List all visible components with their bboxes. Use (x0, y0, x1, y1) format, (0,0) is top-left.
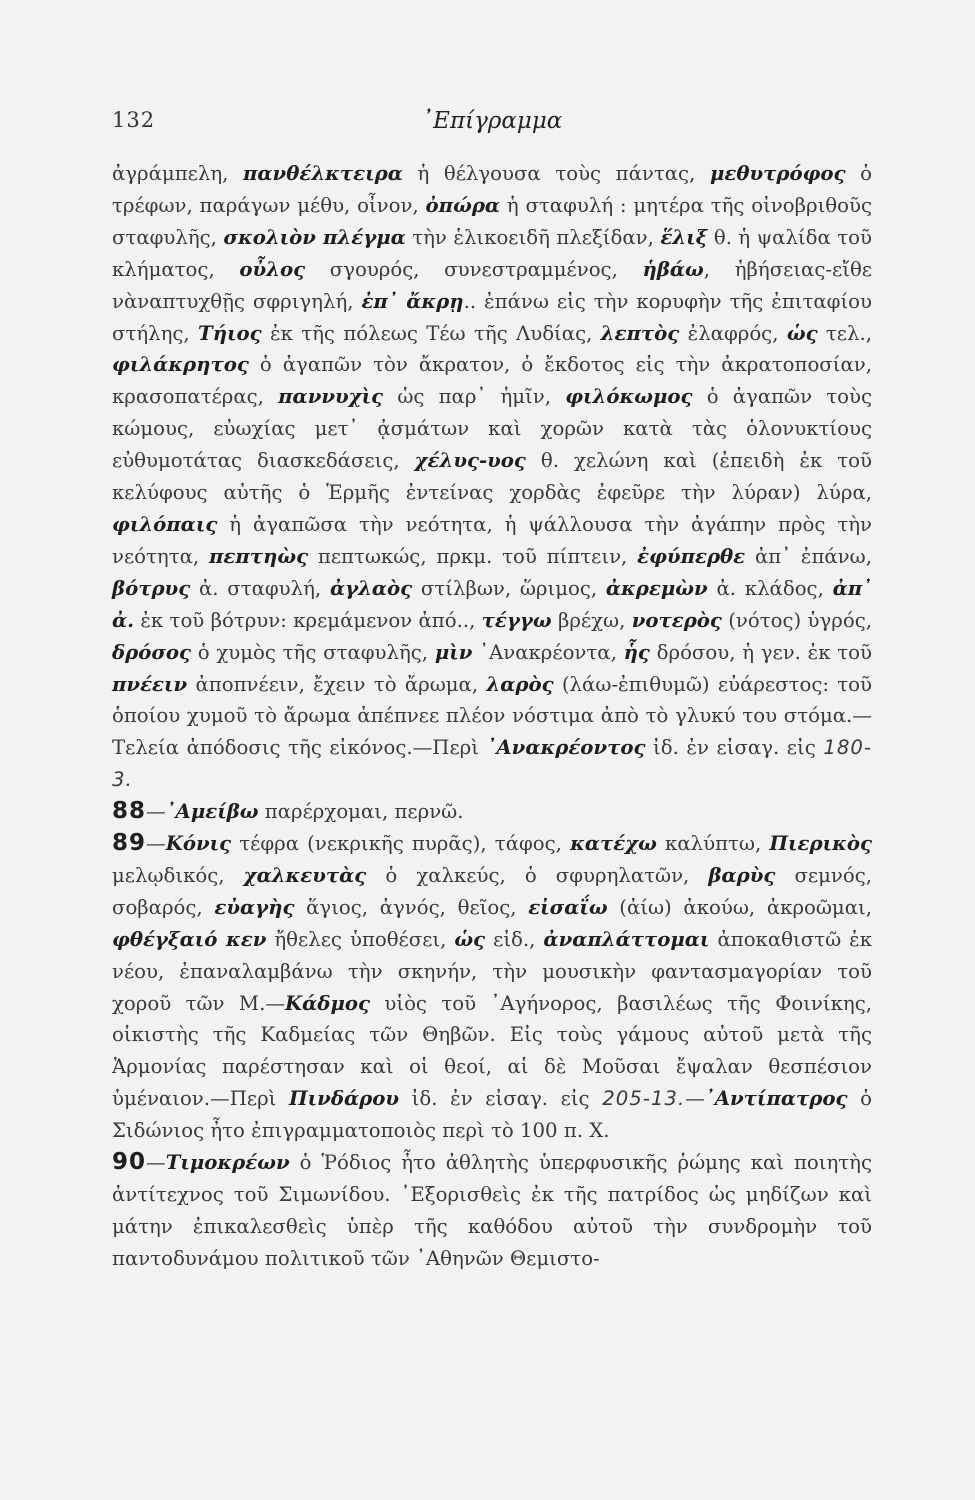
gloss-text: ἀποπνέειν, ἔχειν τὸ ἄρωμα, (187, 672, 487, 696)
gloss-text: θ. χελώνη καὶ (ἐπειδὴ ἐκ τοῦ κελύφους αὐτῆς ὁ Ἑρμῆς ἐντείνας χορδὰς ἐφεῦρε τὴν λύραν) λύρα, (112, 449, 872, 505)
lemma: ἐπ᾿ ἄκρῃ (361, 289, 464, 313)
gloss-text: ὁ ἀγαπῶν τὸν ἄκρατον, ὁ ἔκδοτος εἰς τὴν ἀκρατοποσίαν, κρασοπατέρας, (112, 353, 872, 409)
lemma: Τιμοκρέων (165, 1151, 290, 1175)
gloss-text: ἀποκαθιστῶ ἐκ νέου, ἐπαναλαμβάνω τὴν σκηνήν, τὴν μουσικὴν φαντασμαγορίαν τοῦ χοροῦ τῶν Μ.— (112, 927, 872, 1015)
note-number: 88 (112, 798, 147, 825)
gloss-text: — (146, 1151, 166, 1175)
gloss-text: ἰδ. ἐν εἰσαγ. εἰς (645, 736, 824, 760)
gloss-text: ἐκ τῆς πόλεως Τέω τῆς Λυδίας, (261, 321, 601, 345)
lemma: ἡβάω (642, 257, 704, 281)
note-90 (112, 1147, 872, 1275)
lemma: λεπτὸς (600, 321, 680, 345)
gloss-text: ἡ σταφυλή : μητέρα τῆς οἰνοβριθοῦς σταφυλῆς, (112, 193, 872, 249)
lemma: ἀκρεμὼν (605, 576, 708, 600)
lemma: ἀναπλάττομαι (543, 927, 710, 951)
verse-reference: 205-13. (602, 1087, 686, 1111)
gloss-text: ὁ Σιδώνιος ἦτο ἐπιγραμματοποιὸς περὶ τὸ 100 π. Χ. (112, 1087, 872, 1143)
gloss-text: ἤθελες ὑποθέσει, (266, 927, 455, 951)
lemma: κατέχω (570, 832, 657, 856)
gloss-text: ἀ. κλάδος, (707, 576, 833, 600)
lemma: ὡς (454, 927, 486, 951)
gloss-text: δρόσου, ἡ γεν. ἐκ τοῦ (649, 640, 872, 664)
gloss-text: καλύπτω, (656, 832, 770, 856)
gloss-text: ὁ χυμὸς τῆς σταφυλῆς, (191, 640, 435, 664)
lemma: φιλάκρητος (112, 353, 249, 377)
lemma: μὶν (434, 640, 473, 664)
lemma: πεπτηὼς (208, 544, 309, 568)
gloss-text: ἰδ. ἐν εἰσαγ. εἰς (399, 1087, 603, 1111)
gloss-text: μελῳδικός, (112, 863, 244, 887)
gloss-text: ὁ χαλκεύς, ὁ σφυρηλατῶν, (366, 863, 709, 887)
lemma: ὀπώρα (425, 193, 501, 217)
lemma: ἀγλαὸς (329, 576, 413, 600)
gloss-text: — (146, 832, 166, 856)
gloss-text: ἀπ᾿ ἐπάνω, (745, 544, 872, 568)
gloss-text: (λάω-ἐπιθυμῶ) εὐάρεστος: τοῦ ὁποίου χυμοῦ τὸ ἄρωμα ἀπέπνεε πλέον νόστιμα ἀπὸ τὸ γλυκύ του στόμα.—Τελεία ἀπόδοσις τῆς εἰκόνος.—Περὶ (112, 672, 872, 760)
gloss-text: ὁ τρέφων, παράγων μέθυ, οἶνον, (112, 162, 872, 217)
lemma: δρόσος (112, 640, 191, 664)
lemma: ᾿Αντίπατρος (704, 1087, 848, 1111)
gloss-text: εἰδ., (485, 927, 544, 951)
gloss-text: (νότος) ὑγρός, (721, 608, 872, 632)
lemma: βότρυς (112, 576, 191, 600)
lemma: πνέειν (112, 672, 188, 696)
lemma: πανθέλκτειρα (243, 162, 403, 185)
lemma: χέλυς-υος (414, 449, 526, 473)
lemma: παννυχὶς (278, 385, 384, 409)
lemma: εἰσαΐω (528, 895, 608, 919)
gloss-text: πεπτωκώς, πρκμ. τοῦ πίπτειν, (308, 544, 638, 568)
note-number: 89 (112, 830, 147, 857)
lemma: νοτερὸς (631, 608, 722, 632)
gloss-text: ἡ ἀγαπῶσα τὴν νεότητα, ἡ ψάλλουσα τὴν ἀγάπην πρὸς τὴν νεότητα, (112, 512, 872, 568)
gloss-text: (ἀίω) ἀκούω, ἀκροῶμαι, (607, 895, 872, 919)
gloss-text: ὡς παρ᾿ ἡμῖν, (383, 385, 566, 409)
page-header (112, 108, 872, 148)
lemma: οὖλος (239, 257, 306, 281)
gloss-text: τὴν ἑλικοειδῆ πλεξίδαν, (405, 225, 661, 249)
gloss-text: θ. ἡ ψαλίδα τοῦ κλήματος, (112, 225, 872, 281)
gloss-text: σγουρός, συνεστραμμένος, (305, 257, 643, 281)
lemma: χαλκευτὰς (243, 863, 367, 887)
lemma: Τήιος (198, 321, 262, 345)
lemma: τέγγω (481, 608, 552, 632)
gloss-text: βρέχω, (551, 608, 632, 632)
gloss-text: σεμνός, σοβαρός, (112, 863, 872, 919)
lemma: μεθυτρόφος (709, 162, 846, 185)
gloss-text: — (146, 800, 166, 824)
gloss-text: ἐκ τοῦ βότρυν: κρεμάμενον ἀπό.., (134, 608, 482, 632)
gloss-text: , ἡβήσειας-εἴθε νὰναπτυχθῇς σφριγηλή, (112, 257, 872, 313)
note-88 (112, 796, 872, 828)
lemma: ᾿Ανακρέοντος (486, 736, 646, 760)
lemma: ἕλιξ (660, 225, 708, 249)
note-number: 90 (112, 1149, 147, 1176)
gloss-text: παρέρχομαι, περνῶ. (258, 800, 464, 824)
paragraph-continuation (112, 158, 872, 796)
gloss-text: ἀγράμπελη, (112, 162, 243, 185)
page-number: 132 (112, 108, 156, 132)
lemma: φθέγξαιό κεν (112, 927, 267, 951)
gloss-text: υἱὸς τοῦ ᾿Αγήνορος, βασιλέως τῆς Φοινίκης, οἰκιστὴς τῆς Καδμείας τῶν Θηβῶν. Εἰς τοὺς γάμους αὐτοῦ μετὰ τῆς Ἁρμονίας παρέστησαν καὶ οἱ θεοί, αἱ δὲ Μοῦσαι ἔψαλαν θεσπέσιον ὑμέναιον.—Περὶ (112, 991, 873, 1111)
gloss-text: στίλβων, ὥριμος, (412, 576, 606, 600)
lemma: ἀπ᾿ ἀ. (112, 576, 872, 632)
lemma: Πιερικὸς (769, 832, 872, 856)
lemma: λαρὸς (486, 672, 554, 696)
lemma: ὡς (786, 321, 818, 345)
lemma: βαρὺς (708, 863, 776, 887)
gloss-text: ἡ θέλγουσα τοὺς πάντας, (402, 162, 710, 185)
lemma: Κάδμος (285, 991, 370, 1015)
gloss-text: ἀ. σταφυλή, (190, 576, 330, 600)
gloss-text: ὁ Ῥόδιος ἦτο ἀθλητὴς ὑπερφυσικῆς ῥώμης καὶ ποιητὴς ἀντίτεχνος τοῦ Σιμωνίδου. ᾿Εξορισθεὶς ἐκ τῆς πατρίδος ὡς μηδίζων καὶ μάτην ἐπικαλεσθεὶς ὑπὲρ τῆς καθόδου αὐτοῦ τὴν συνδρομὴν τοῦ παντοδυνάμου πολιτικοῦ τῶν ᾿Αθηνῶν Θεμιστο- (112, 1151, 872, 1270)
lemma: Κόνις (165, 832, 232, 856)
verse-reference: 180-3. (112, 736, 872, 792)
lemma: Πινδάρου (289, 1087, 399, 1111)
lemma: ἧς (623, 640, 650, 664)
lemma: εὐαγὴς (214, 895, 295, 919)
commentary-body (112, 158, 872, 1275)
running-title: ᾿Επίγραμμα (421, 108, 563, 134)
note-89 (112, 828, 872, 1147)
lemma: ᾿Αμείβω (165, 800, 259, 824)
lemma: φιλόπαις (112, 512, 218, 536)
gloss-text: .. ἐπάνω εἰς τὴν κορυφὴν τῆς ἐπιταφίου στήλης, (112, 289, 872, 345)
lemma: σκολιὸν πλέγμα (223, 225, 406, 249)
gloss-text: ᾿Ανακρέοντα, (472, 640, 624, 664)
gloss-text: τελ., (817, 321, 873, 345)
gloss-text: ἅγιος, ἁγνός, θεῖος, (294, 895, 529, 919)
gloss-text: ἐλαφρός, (679, 321, 787, 345)
lemma: φιλόκωμος (565, 385, 693, 409)
gloss-text: ὁ ἀγαπῶν τοὺς κώμους, εὐωχίας μετ᾿ ᾀσμάτων καὶ χορῶν κατὰ τὰς ὁλονυκτίους εὐθυμοτάτας διασκεδάσεις, (112, 385, 872, 473)
lemma: ἐφύπερθε (637, 544, 746, 568)
gloss-text: τέφρα (νεκρικῆς πυρᾶς), τάφος, (231, 832, 571, 856)
gloss-text: — (685, 1087, 705, 1111)
